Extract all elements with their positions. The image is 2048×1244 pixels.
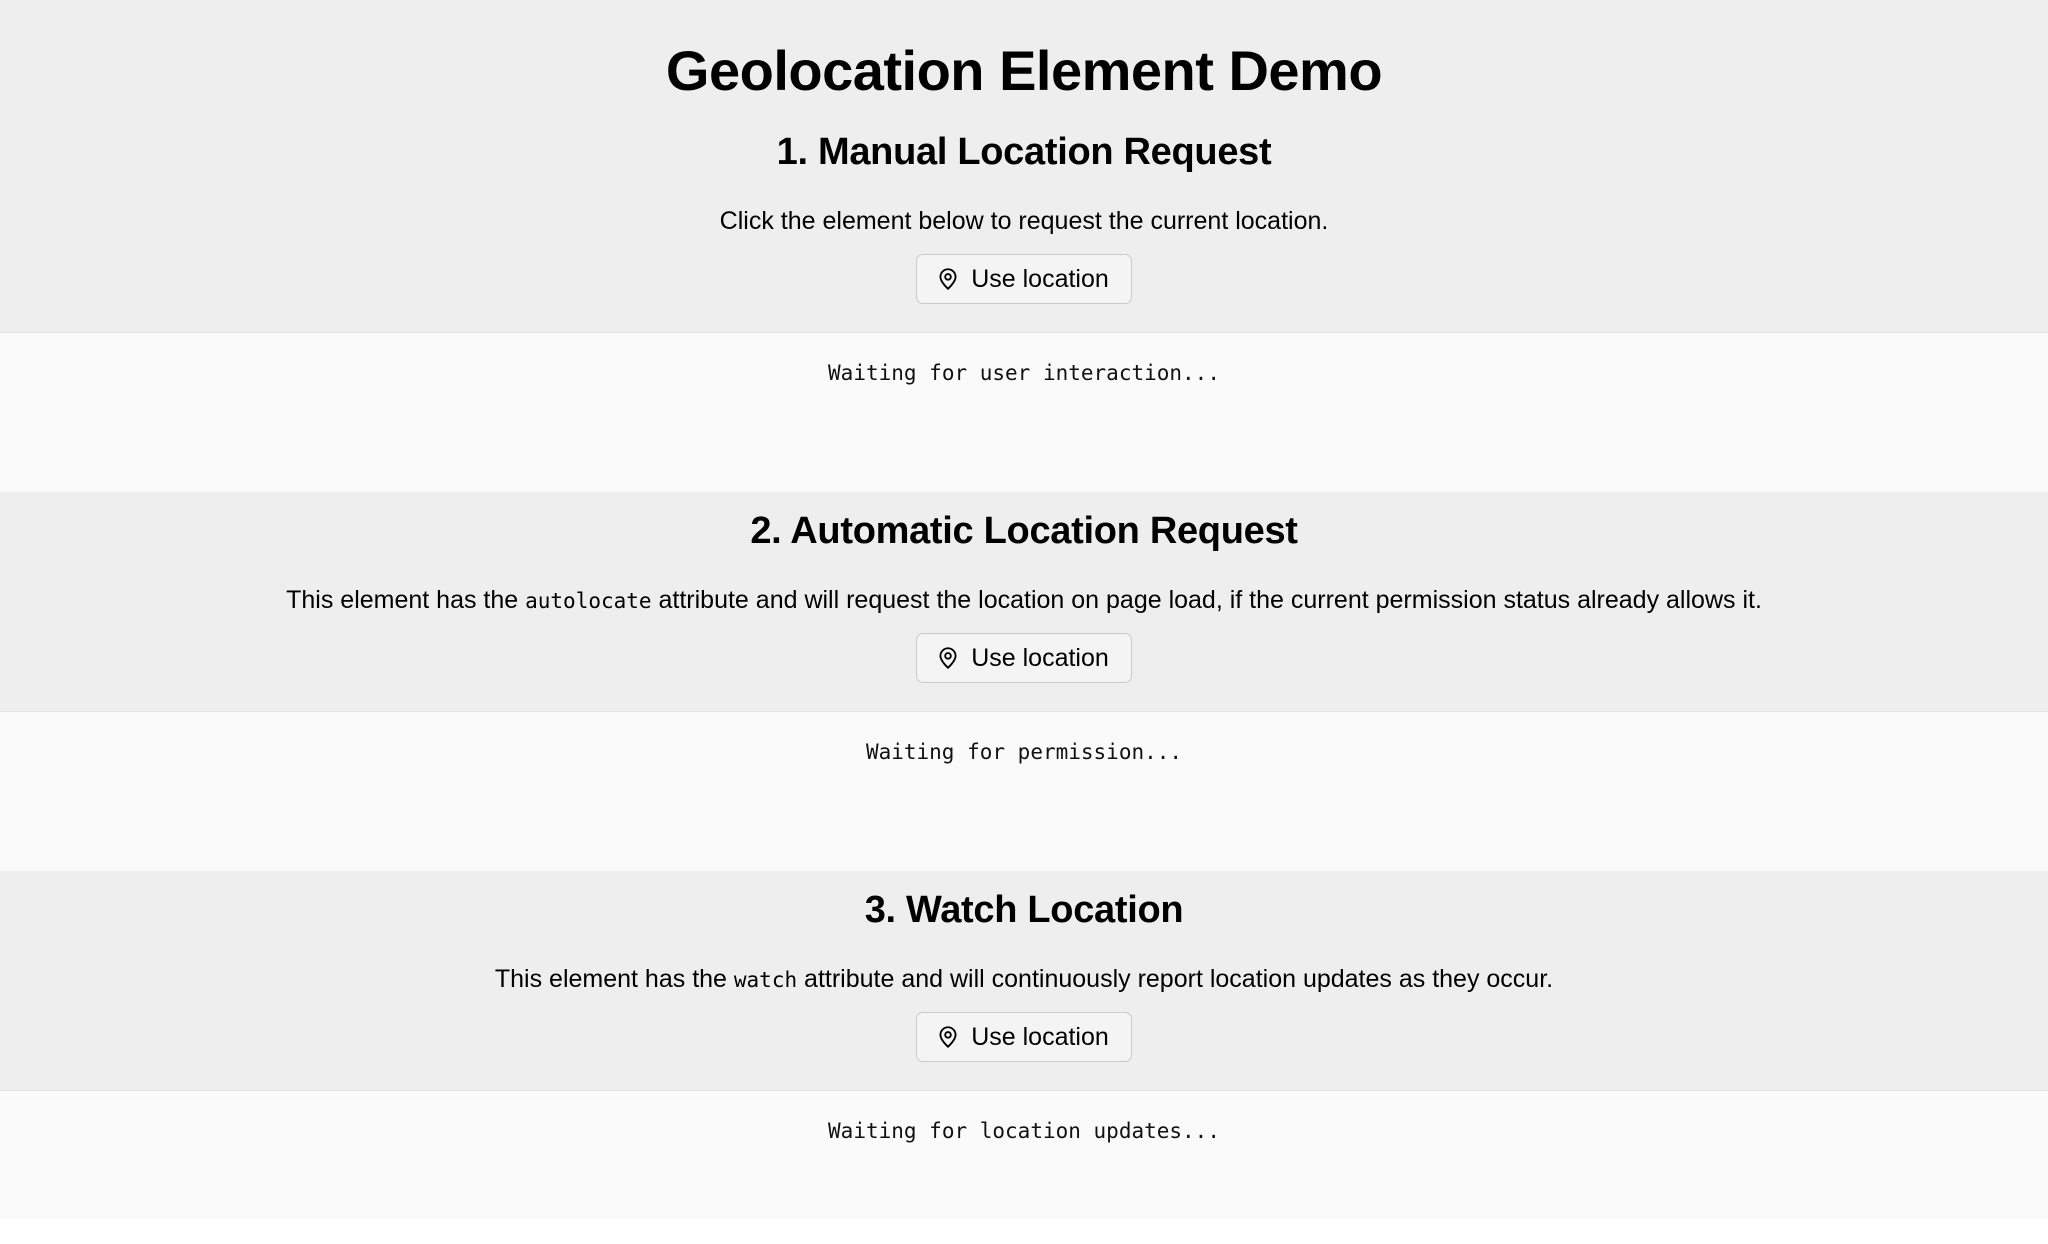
section-1-description xyxy=(0,184,2048,254)
section-1-heading: 1. Manual Location Request xyxy=(776,131,1272,173)
section-1-desc-text: Click the element below to request the current location. xyxy=(719,207,1329,235)
section-automatic-location xyxy=(0,492,2048,711)
section-watch-location xyxy=(0,871,2048,1090)
status-output-3: Waiting for location updates... xyxy=(0,1090,2048,1219)
section-3-desc-pre: This element has the xyxy=(494,965,734,993)
use-location-button-3-label: Use location xyxy=(971,1022,1109,1051)
page-title: Geolocation Element Demo xyxy=(0,0,2048,113)
section-3-description xyxy=(0,942,2048,1012)
use-location-button-1-label: Use location xyxy=(971,264,1109,293)
section-2-desc-post: attribute and will request the location on page load, if the current permission status already allows it. xyxy=(651,586,1762,614)
use-location-button-2-label: Use location xyxy=(971,643,1109,672)
section-2-desc-pre: This element has the xyxy=(286,586,526,614)
section-1-button-row xyxy=(0,254,2048,332)
map-pin-icon xyxy=(935,645,961,671)
section-3-heading: 3. Watch Location xyxy=(864,889,1184,931)
section-2-button-row xyxy=(0,633,2048,711)
status-output-2: Waiting for permission... xyxy=(0,711,2048,871)
use-location-button-1[interactable] xyxy=(916,254,1132,304)
section-manual-location xyxy=(0,0,2048,332)
section-3-desc-post: attribute and will continuously report location updates as they occur. xyxy=(797,965,1554,993)
section-2-heading: 2. Automatic Location Request xyxy=(750,510,1298,552)
use-location-button-3[interactable] xyxy=(916,1012,1132,1062)
section-2-description xyxy=(0,563,2048,633)
section-3-desc-code: watch xyxy=(733,968,798,992)
map-pin-icon xyxy=(935,266,961,292)
map-pin-icon xyxy=(935,1024,961,1050)
section-3-button-row xyxy=(0,1012,2048,1090)
status-output-1: Waiting for user interaction... xyxy=(0,332,2048,492)
section-2-desc-code: autolocate xyxy=(525,589,652,613)
use-location-button-2[interactable] xyxy=(916,633,1132,683)
